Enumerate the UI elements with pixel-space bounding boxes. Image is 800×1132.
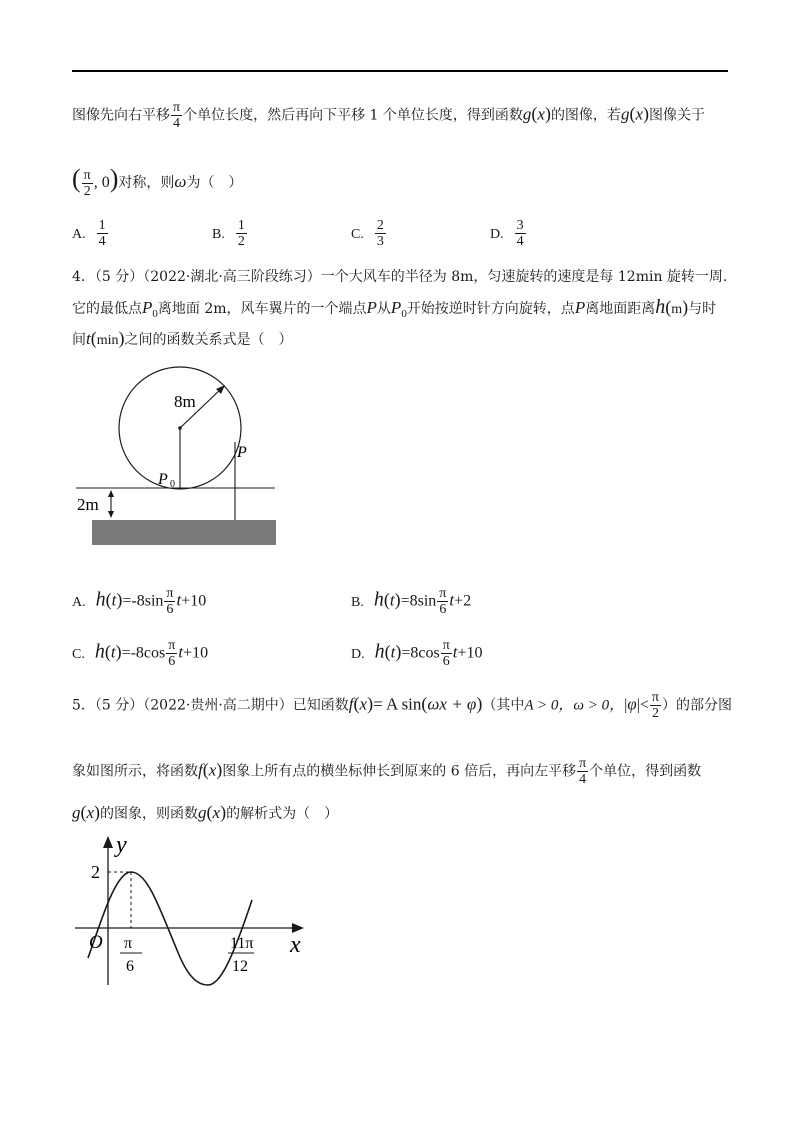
q3-point-den: 2 xyxy=(83,183,91,199)
q3-text-b: 个单位长度，然后再向下平移 1 个单位长度，得到函数 xyxy=(183,107,523,124)
sine-graph-figure xyxy=(70,830,320,1000)
tick1-num: π xyxy=(124,935,133,952)
q3-option-d-den: 4 xyxy=(516,234,524,249)
q5-line-2: 象如图所示，将函数f(x)图象上所有点的横坐标伸长到原来的 6 倍后，再向左平移 $\frac{\pi}{4}$ 个单位，得到函数 xyxy=(72,756,702,787)
q4-option-a-num: π xyxy=(166,586,174,601)
q5-text-a: 5．（5 分）（2022·贵州·高二期中）已知函数 xyxy=(72,697,349,714)
q4-t-symbol: t xyxy=(86,329,91,348)
tick1-den: 6 xyxy=(126,958,134,975)
q4-option-d-t2: t xyxy=(452,642,458,662)
q5-text-e: 图象上所有点的横坐标伸长到原来的 6 倍后，再向左平移 xyxy=(222,763,577,780)
x-axis-label: x xyxy=(290,932,301,958)
q5-text-b: （其中 xyxy=(482,697,525,714)
q4-p0-symbol: P xyxy=(142,298,153,317)
q3-x-symbol-2: x xyxy=(635,104,643,124)
q5-shift-frac xyxy=(577,756,588,787)
dim-arrowhead-up xyxy=(108,490,114,497)
q4-option-c-num: π xyxy=(168,638,176,653)
q3-g-symbol-2: g xyxy=(620,104,630,124)
q5-f-symbol: f xyxy=(348,694,354,714)
p-label: P xyxy=(237,444,247,461)
radius-label: 8m xyxy=(174,392,196,411)
q4-option-d-frac xyxy=(441,638,452,669)
q4-option-c-den: 6 xyxy=(168,654,176,669)
q5-line-3: g(x)的图象，则函数g(x)的解析式为（ ） xyxy=(72,802,339,822)
dim-arrowhead-down xyxy=(108,511,114,518)
q3-option-c[interactable] xyxy=(351,218,387,249)
q3-g-symbol: g xyxy=(522,104,532,124)
q3-option-c-num: 2 xyxy=(376,218,384,233)
q4-option-a-t: t xyxy=(111,590,117,610)
q4-option-d-label: D. xyxy=(351,646,365,662)
q4-option-c-label: C. xyxy=(72,646,85,662)
q4-option-b-tail: +2 xyxy=(454,592,472,610)
q3-option-a-label: A. xyxy=(72,226,86,242)
q5-f-symbol-2: f xyxy=(198,760,203,780)
q5-shift-num: π xyxy=(579,756,587,771)
q3-option-d-label: D. xyxy=(490,226,504,242)
p0-label: P xyxy=(158,471,168,488)
q3-option-c-den: 3 xyxy=(376,234,384,249)
q3-option-b-den: 2 xyxy=(237,234,245,249)
y-axis-arrowhead xyxy=(103,836,113,848)
q5-x-symbol: x xyxy=(359,694,368,714)
q3-option-a[interactable] xyxy=(72,218,109,249)
q4-option-a-den: 6 xyxy=(166,602,174,617)
q3-option-d[interactable] xyxy=(490,218,527,249)
q3-line-1: 图像先向右平移 $\frac{\pi}{4}$ 个单位长度，然后再向下平移 1 个单位长度，得到函数g(x)的图像，若g(x)图像关于 xyxy=(72,100,705,131)
q3-shift-den: 4 xyxy=(173,116,181,131)
q4-option-b-den: 6 xyxy=(439,602,447,617)
q4-option-c-h: h xyxy=(94,640,105,663)
ferris-wheel-figure xyxy=(70,360,290,550)
q4-option-a-tail: +10 xyxy=(181,592,207,610)
q4-line-3: 间t(min)之间的函数关系式是（ ） xyxy=(72,328,293,348)
q4-p-symbol-2: P xyxy=(574,298,586,317)
q5-shift-den: 4 xyxy=(579,772,587,787)
q5-text-h: 的解析式为（ ） xyxy=(226,806,339,822)
q3-point-rest: , 0 xyxy=(93,174,110,191)
q5-text-f: 个单位，得到函数 xyxy=(589,763,702,780)
q4-option-b-sign: =8sin xyxy=(400,592,437,610)
q4-line-1: 4．（5 分）（2022·湖北·高三阶段练习）一个大风车的半径为 8m，匀速旋转的速度是每 12min 旋转一周. xyxy=(72,269,728,285)
q4-text-e: 离地面距离 xyxy=(585,301,656,317)
q3-option-b-frac xyxy=(236,218,247,249)
q4-text-h: 之间的函数关系式是（ ） xyxy=(124,332,293,348)
q5-line-1: 5．（5 分）（2022·贵州·高二期中）已知函数f(x)= A sin(ωx + φ)（其中A > 0，ω > 0，|φ|< $\frac{\pi}{2}$ ）的部分图 xyxy=(72,690,732,721)
q4-p0-symbol-2: P xyxy=(390,298,402,317)
q4-option-a[interactable]: A. h(t)=-8sin $\frac{\pi}{6}$ t+10 xyxy=(72,586,207,617)
tick2-num: 11π xyxy=(230,935,254,952)
q4-option-b-t2: t xyxy=(449,590,455,610)
q3-option-d-frac xyxy=(515,218,526,249)
q4-option-b-t: t xyxy=(389,590,395,610)
q4-option-b-h: h xyxy=(373,588,384,611)
q5-lt: < xyxy=(639,696,649,714)
q4-option-d-h: h xyxy=(374,640,385,663)
q3-option-a-num: 1 xyxy=(98,218,106,233)
q5-text-g: 的图象，则函数 xyxy=(100,806,199,822)
q4-option-c-tail: +10 xyxy=(183,644,209,662)
q3-shift-fraction xyxy=(171,100,182,131)
q4-option-a-sign: =-8sin xyxy=(122,592,164,610)
header-rule xyxy=(72,70,728,72)
q4-option-b[interactable]: B. h(t)=8sin $\frac{\pi}{6}$ t+2 xyxy=(351,586,472,617)
q5-x-symbol-2: x xyxy=(208,760,217,780)
q4-text-b: 离地面 2m，风车翼片的一个端点 xyxy=(157,301,367,317)
q3-text-e: 对称，则 xyxy=(118,175,175,191)
q4-option-d-sign: =8cos xyxy=(401,644,440,662)
q3-text-d: 图像关于 xyxy=(648,107,705,124)
q3-line-2: ( $\frac{\pi}{2}$ , 0)对称，则ω为（ ） xyxy=(72,164,243,199)
q5-x-symbol-3: x xyxy=(86,803,95,822)
tick2-den: 12 xyxy=(232,958,248,975)
q4-h-symbol: h xyxy=(655,296,666,318)
q3-text-a: 图像先向右平移 xyxy=(72,107,170,124)
q4-option-d-den: 6 xyxy=(442,654,450,669)
q5-g-symbol: g xyxy=(72,803,81,822)
q4-text-g: 间 xyxy=(72,332,86,348)
q4-text-a: 它的最低点 xyxy=(72,301,142,317)
height-label: 2m xyxy=(77,495,99,514)
q5-phi: φ xyxy=(627,694,637,714)
q4-option-c-t2: t xyxy=(178,642,184,662)
q4-option-d-tail: +10 xyxy=(457,644,483,662)
q5-text-c: ）的部分图 xyxy=(662,697,732,714)
q3-option-a-frac xyxy=(97,218,108,249)
y-axis-label: y xyxy=(116,832,127,858)
q4-unit-m: m xyxy=(671,302,683,317)
q4-option-a-t2: t xyxy=(176,590,182,610)
q4-option-c[interactable]: C. h(t)=-8cos $\frac{\pi}{6}$ t+10 xyxy=(72,638,209,669)
q4-unit-min: min xyxy=(96,333,119,348)
q3-omega: ω xyxy=(174,172,187,191)
q3-option-b-label: B. xyxy=(212,226,225,242)
q4-option-d-num: π xyxy=(442,638,450,653)
q5-cond-den: 2 xyxy=(651,706,659,721)
q4-option-a-label: A. xyxy=(72,594,86,610)
q3-point-fraction xyxy=(82,168,93,199)
amplitude-label: 2 xyxy=(91,862,100,882)
origin-label: O xyxy=(89,932,103,953)
q5-x-symbol-4: x xyxy=(212,803,221,822)
p0-sub-label: 0 xyxy=(170,479,175,490)
q3-x-symbol: x xyxy=(537,104,545,124)
q4-option-b-num: π xyxy=(439,586,447,601)
q3-shift-num: π xyxy=(173,100,181,115)
q5-g-symbol-2: g xyxy=(198,803,207,822)
q5-cond1: A > 0，ω > 0， xyxy=(524,697,625,714)
q3-option-c-frac xyxy=(375,218,386,249)
ground-block xyxy=(92,520,276,545)
q4-p0-sub: 0 xyxy=(152,307,158,320)
q5-cond-num: π xyxy=(651,690,659,705)
q3-option-d-num: 3 xyxy=(516,218,524,233)
q3-option-b[interactable] xyxy=(212,218,248,249)
q4-text-d: 开始按逆时针方向旋转，点 xyxy=(406,301,575,317)
q4-p-symbol: P xyxy=(366,298,377,317)
q3-text-f: 为（ ） xyxy=(186,175,243,191)
q4-option-c-sign: =-8cos xyxy=(121,644,166,662)
q4-line-2: 它的最低点$P_0$离地面 2m，风车翼片的一个端点P从$P_0$开始按逆时针方向旋转，点P离地面距离h(m)与时 xyxy=(72,296,717,320)
q4-text-c: 从 xyxy=(376,301,391,317)
q3-point-num: π xyxy=(83,167,91,183)
q4-text-f: 与时 xyxy=(688,301,717,317)
q4-option-a-h: h xyxy=(95,588,106,611)
q5-cond-frac xyxy=(650,690,661,721)
q4-option-b-label: B. xyxy=(351,594,364,610)
q4-p0-sub-2: 0 xyxy=(401,307,407,320)
q3-option-a-den: 4 xyxy=(98,234,106,249)
q4-option-c-frac xyxy=(166,638,177,669)
q5-inner: ωx + φ xyxy=(427,694,477,714)
q3-option-c-label: C. xyxy=(351,226,364,242)
q5-eq: = A sin xyxy=(373,694,422,714)
q3-text-c: 的图像，若 xyxy=(550,107,621,124)
q4-option-c-t: t xyxy=(110,642,116,662)
q4-option-d-t: t xyxy=(390,642,396,662)
q5-text-d: 象如图所示，将函数 xyxy=(72,763,198,780)
q4-option-a-frac xyxy=(164,586,175,617)
q4-option-b-frac xyxy=(437,586,448,617)
q4-option-d[interactable]: D. h(t)=8cos $\frac{\pi}{6}$ t+10 xyxy=(351,638,483,669)
q3-option-b-num: 1 xyxy=(237,218,245,233)
